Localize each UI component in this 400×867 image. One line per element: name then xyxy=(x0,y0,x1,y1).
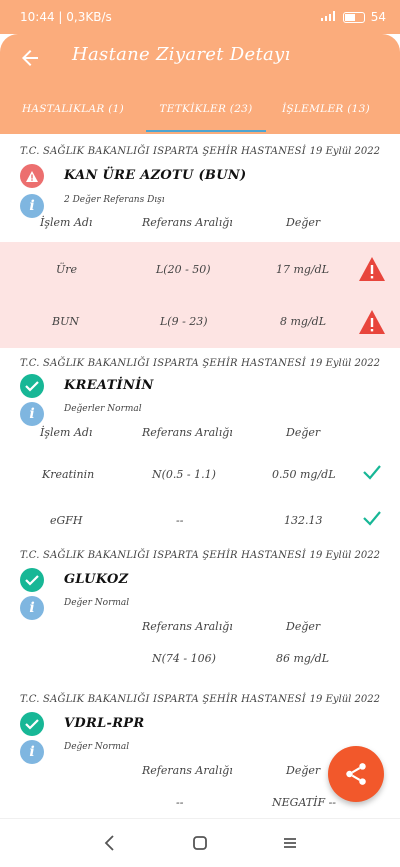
info-icon[interactable]: i xyxy=(20,194,44,218)
check-icon xyxy=(362,464,382,480)
home-nav-icon[interactable] xyxy=(188,831,212,855)
test-summary: 2 Değer Referans Dışı xyxy=(64,195,165,205)
row-value: NEGATİF -- xyxy=(272,796,337,809)
status-time: 10:44 | 0,3KB/s xyxy=(20,10,112,24)
test-date: 19 Eylül 2022 xyxy=(309,358,380,369)
test-date: 19 Eylül 2022 xyxy=(309,550,380,561)
test-date: 19 Eylül 2022 xyxy=(309,146,380,157)
hospital-name: T.C. SAĞLIK BAKANLIĞI ISPARTA ŞEHİR HASTANESİ xyxy=(20,146,306,157)
info-icon[interactable]: i xyxy=(20,402,44,426)
row-range: -- xyxy=(176,796,184,809)
check-icon xyxy=(20,374,44,398)
tab-diseases[interactable]: HASTALIKLAR (1) xyxy=(21,103,125,115)
tab-indicator xyxy=(146,130,266,132)
test-summary: Değerler Normal xyxy=(64,404,142,414)
test-card-creatinine[interactable] xyxy=(0,348,400,544)
col-name: İşlem Adı xyxy=(40,426,93,439)
warning-icon xyxy=(20,164,44,188)
col-value: Değer xyxy=(286,620,321,633)
share-icon xyxy=(343,761,369,787)
row-range: N(0.5 - 1.1) xyxy=(152,468,216,481)
col-range: Referans Aralığı xyxy=(142,620,233,633)
status-bar xyxy=(0,0,400,34)
tab-procedures[interactable]: İŞLEMLER (13) xyxy=(281,103,371,115)
arrow-left-icon[interactable] xyxy=(18,46,42,70)
signal-icon xyxy=(321,11,337,24)
info-icon[interactable]: i xyxy=(20,596,44,620)
col-range: Referans Aralığı xyxy=(142,764,233,777)
test-card-bun[interactable] xyxy=(0,134,400,350)
check-icon xyxy=(362,510,382,526)
check-icon xyxy=(20,712,44,736)
row-range: N(74 - 106) xyxy=(152,652,216,665)
test-title: KREATİNİN xyxy=(64,378,154,393)
row-name: Üre xyxy=(56,263,78,276)
battery-icon xyxy=(343,12,365,23)
test-title: KAN ÜRE AZOTU (BUN) xyxy=(64,168,247,183)
row-name: Kreatinin xyxy=(42,468,95,481)
battery-level: 54 xyxy=(370,10,386,24)
test-summary: Değer Normal xyxy=(64,742,130,752)
hospital-name: T.C. SAĞLIK BAKANLIĞI ISPARTA ŞEHİR HASTANESİ xyxy=(20,550,306,561)
tab-bar xyxy=(0,98,400,134)
row-value: 132.13 xyxy=(284,514,323,527)
abnormal-rows xyxy=(0,242,400,348)
check-icon xyxy=(20,568,44,592)
row-value: 8 mg/dL xyxy=(280,315,327,328)
col-value: Değer xyxy=(286,216,321,229)
test-summary: Değer Normal xyxy=(64,598,130,608)
back-nav-icon[interactable] xyxy=(98,831,122,855)
hospital-name: T.C. SAĞLIK BAKANLIĞI ISPARTA ŞEHİR HASTANESİ xyxy=(20,694,306,705)
test-title: VDRL-RPR xyxy=(64,716,145,731)
col-range: Referans Aralığı xyxy=(142,216,233,229)
col-value: Değer xyxy=(286,764,321,777)
col-range: Referans Aralığı xyxy=(142,426,233,439)
col-value: Değer xyxy=(286,426,321,439)
col-name: İşlem Adı xyxy=(40,216,93,229)
app-bar xyxy=(0,34,400,134)
row-value: 86 mg/dL xyxy=(276,652,330,665)
tab-tests[interactable]: TETKİKLER (23) xyxy=(146,98,266,134)
hospital-name: T.C. SAĞLIK BAKANLIĞI ISPARTA ŞEHİR HASTANESİ xyxy=(20,358,306,369)
row-range: L(20 - 50) xyxy=(156,263,211,276)
info-icon[interactable]: i xyxy=(20,740,44,764)
test-date: 19 Eylül 2022 xyxy=(309,694,380,705)
page-title: Hastane Ziyaret Detayı xyxy=(72,44,291,65)
share-button[interactable] xyxy=(328,746,384,802)
system-nav-bar xyxy=(0,818,400,867)
menu-nav-icon[interactable] xyxy=(278,831,302,855)
row-value: 0.50 mg/dL xyxy=(272,468,336,481)
row-range: -- xyxy=(176,514,184,527)
warning-triangle-icon xyxy=(358,256,386,282)
test-title: GLUKOZ xyxy=(64,572,129,587)
test-list[interactable] xyxy=(0,134,400,818)
test-card-glucose[interactable] xyxy=(0,542,400,682)
status-right xyxy=(321,10,386,24)
row-range: L(9 - 23) xyxy=(160,315,208,328)
row-value: 17 mg/dL xyxy=(276,263,330,276)
row-name: BUN xyxy=(52,315,79,328)
warning-triangle-icon xyxy=(358,309,386,335)
row-name: eGFH xyxy=(50,514,83,527)
